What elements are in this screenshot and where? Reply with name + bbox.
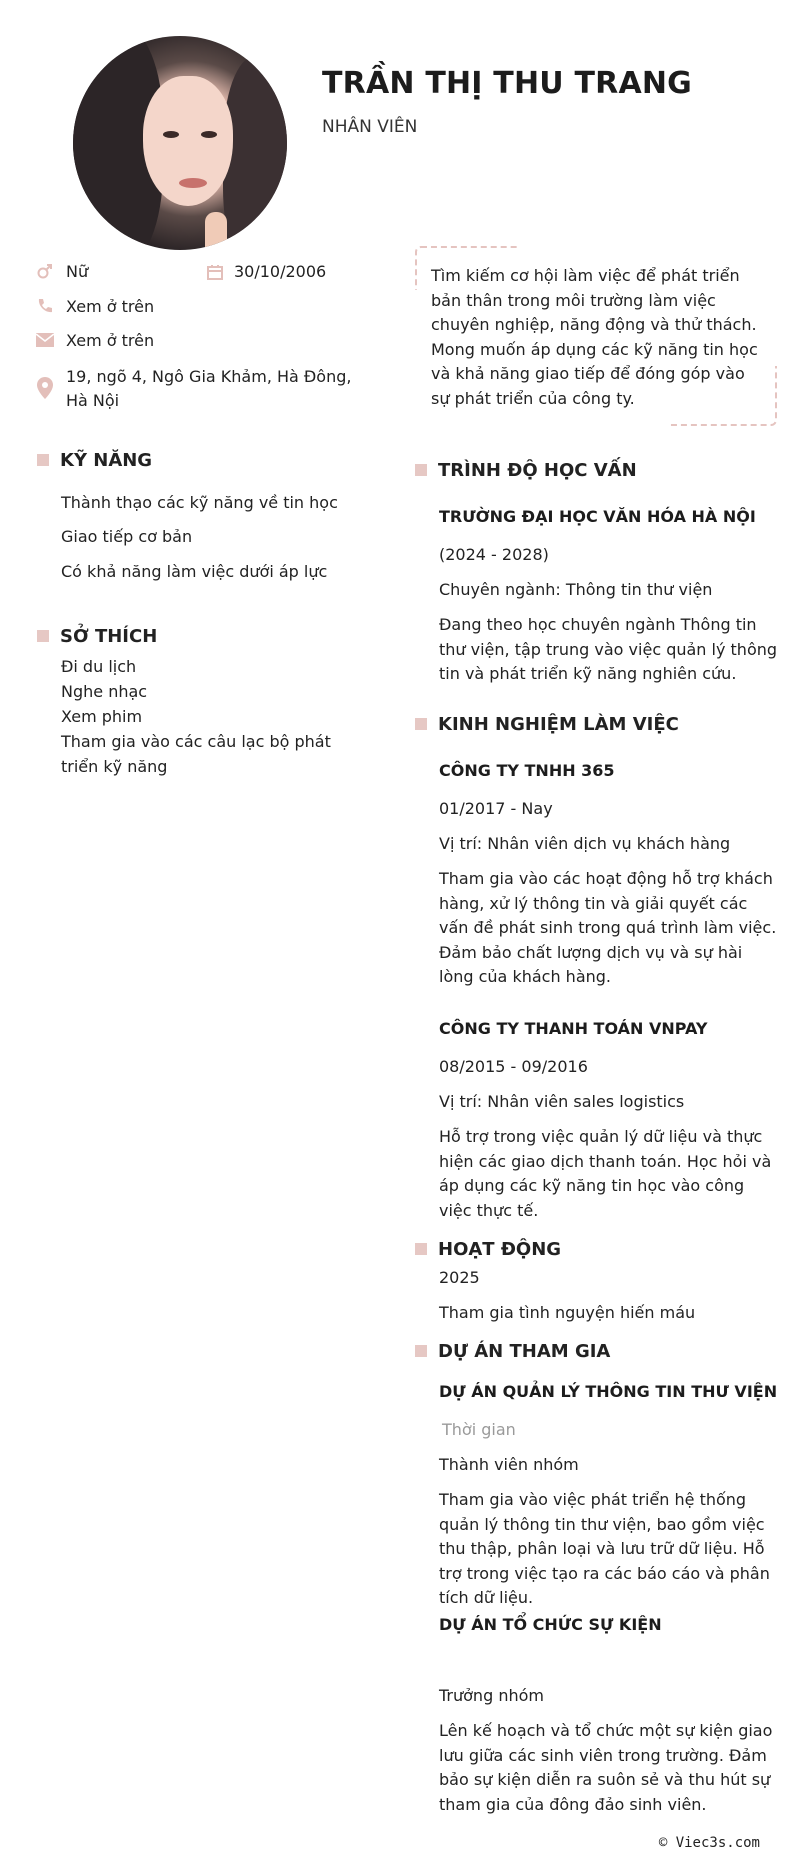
candidate-role: NHÂN VIÊN <box>322 117 418 137</box>
school-name: TRƯỜNG ĐẠI HỌC VĂN HÓA HÀ NỘI <box>439 507 756 526</box>
hobby-item: Xem phim <box>61 707 143 726</box>
job-position: Vị trí: Nhân viên dịch vụ khách hàng <box>439 834 731 853</box>
project-time: Thời gian <box>442 1420 516 1439</box>
project-name: DỰ ÁN TỔ CHỨC SỰ KIỆN <box>439 1615 662 1634</box>
gender-icon <box>36 262 54 280</box>
profile-photo <box>73 36 287 250</box>
calendar-icon <box>206 263 224 281</box>
section-marker <box>415 718 427 730</box>
activity-year: 2025 <box>439 1268 480 1287</box>
hobby-item: Nghe nhạc <box>61 682 148 701</box>
candidate-name: TRẦN THỊ THU TRANG <box>322 66 693 101</box>
project-description: Tham gia vào việc phát triển hệ thống quản lý thông tin thư viện, bao gồm việc thu thập, phân loại và lưu trữ dữ liệu. Hỗ trợ trong việc tạo ra các báo cáo và phân tích dữ liệu. <box>439 1490 770 1607</box>
skill-item: Có khả năng làm việc dưới áp lực <box>61 562 328 581</box>
birthdate-value: 30/10/2006 <box>234 262 327 281</box>
section-marker <box>415 1345 427 1357</box>
section-marker <box>415 464 427 476</box>
activities-title: HOẠT ĐỘNG <box>438 1239 562 1260</box>
watermark: © Viec3s.com <box>658 1835 760 1851</box>
address-value: 19, ngõ 4, Ngô Gia Khảm, Hà Đông, Hà Nội <box>66 367 352 410</box>
company-name: CÔNG TY TNHH 365 <box>439 761 615 780</box>
hobbies-title: SỞ THÍCH <box>60 626 158 647</box>
mail-icon <box>36 333 54 347</box>
experience-title: KINH NGHIỆM LÀM VIỆC <box>438 714 679 735</box>
education-period: (2024 - 2028) <box>439 545 549 564</box>
company-name: CÔNG TY THANH TOÁN VNPAY <box>439 1019 708 1038</box>
section-marker <box>37 630 49 642</box>
skills-title: KỸ NĂNG <box>60 450 153 471</box>
job-description: Tham gia vào các hoạt động hỗ trợ khách hàng, xử lý thông tin và giải quyết các vấn đề phát sinh trong quá trình làm việc. Đảm bảo chất lượng dịch vụ và sự hài lòng của khách hàng. <box>439 869 777 986</box>
project-description: Lên kế hoạch và tổ chức một sự kiện giao lưu giữa các sinh viên trong trường. Đảm bảo sự kiện diễn ra suôn sẻ và thu hút sự tham gia của đông đảo sinh viên. <box>439 1721 773 1814</box>
section-marker <box>415 1243 427 1255</box>
skill-item: Giao tiếp cơ bản <box>61 527 193 546</box>
project-role: Trưởng nhóm <box>439 1686 544 1705</box>
career-objective: Tìm kiếm cơ hội làm việc để phát triển bản thân trong môi trường làm việc chuyên nghiệp, năng động và thử thách. Mong muốn áp dụng các kỹ năng tin học và khả năng giao tiếp để đóng góp vào sự phát triển của công ty. <box>431 266 758 408</box>
hobby-item: Đi du lịch <box>61 657 137 676</box>
projects-title: DỰ ÁN THAM GIA <box>438 1341 611 1362</box>
phone-icon <box>36 297 54 315</box>
job-position: Vị trí: Nhân viên sales logistics <box>439 1092 685 1111</box>
education-description: Đang theo học chuyên ngành Thông tin thư viện, tập trung vào việc quản lý thông tin và phát triển kỹ năng nghiên cứu. <box>439 615 778 683</box>
job-period: 01/2017 - Nay <box>439 799 553 818</box>
project-role: Thành viên nhóm <box>439 1455 579 1474</box>
education-title: TRÌNH ĐỘ HỌC VẤN <box>438 460 637 481</box>
job-description: Hỗ trợ trong việc quản lý dữ liệu và thực hiện các giao dịch thanh toán. Học hỏi và áp dụng các kỹ năng tin học vào công việc thực tế. <box>439 1127 772 1220</box>
activity-description: Tham gia tình nguyện hiến máu <box>439 1303 696 1322</box>
project-name: DỰ ÁN QUẢN LÝ THÔNG TIN THƯ VIỆN <box>439 1382 778 1401</box>
section-marker <box>37 454 49 466</box>
education-major: Chuyên ngành: Thông tin thư viện <box>439 580 713 599</box>
phone-value: Xem ở trên <box>66 297 155 316</box>
location-icon <box>37 377 53 399</box>
email-value: Xem ở trên <box>66 331 155 350</box>
gender-value: Nữ <box>66 262 89 281</box>
job-period: 08/2015 - 09/2016 <box>439 1057 588 1076</box>
skill-item: Thành thạo các kỹ năng về tin học <box>61 493 338 512</box>
hobby-item: Tham gia vào các câu lạc bộ phát triển kỹ năng <box>61 732 331 776</box>
